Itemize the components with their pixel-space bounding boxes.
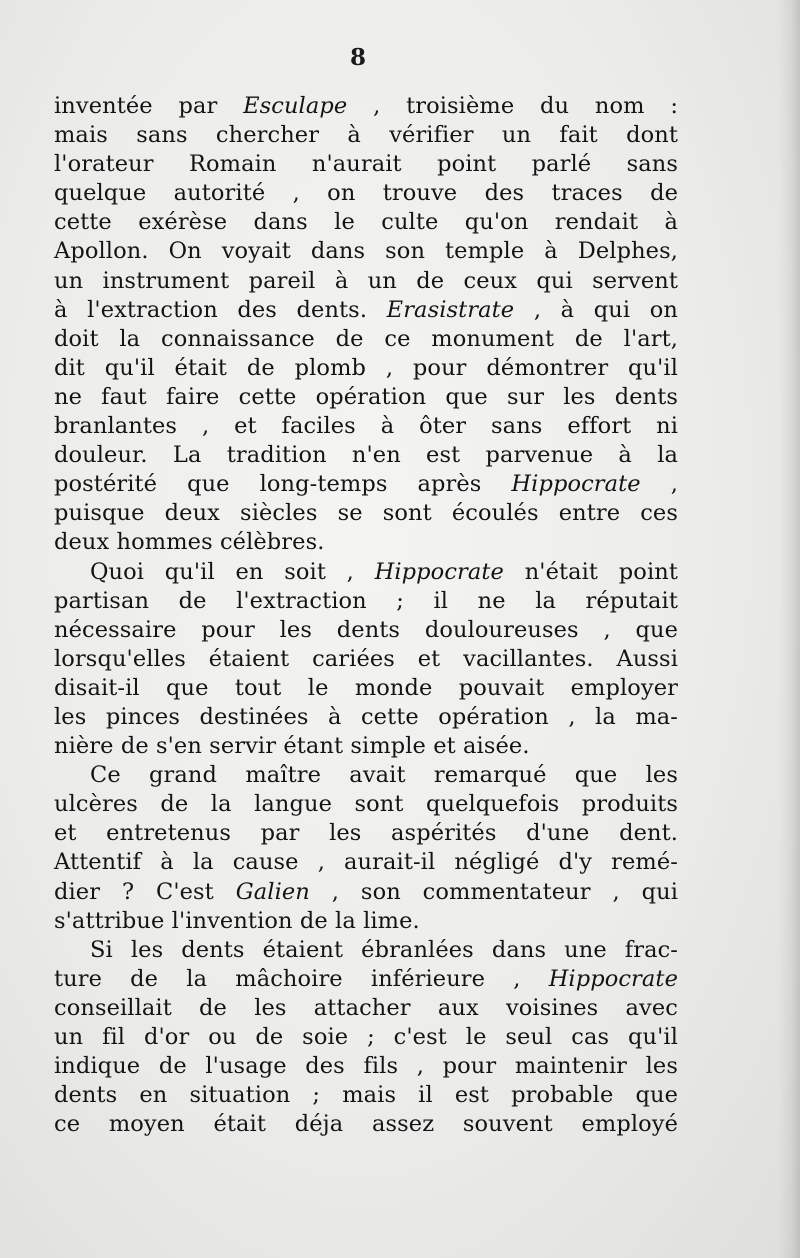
- text-line: [54, 179, 678, 208]
- text-segment: s'attribue l'invention de la lime.: [54, 907, 420, 934]
- italic-name: Esculape: [243, 93, 348, 119]
- text-segment: inventée par: [54, 93, 244, 119]
- text-line: [54, 616, 678, 645]
- page-number: 8: [349, 44, 366, 71]
- text-line: [54, 936, 678, 965]
- text-line: [54, 354, 678, 383]
- text-segment: deux hommes célèbres.: [54, 529, 325, 556]
- text-line: [54, 528, 678, 557]
- text-segment: doit la connaissance de ce monument de l'art,: [54, 325, 678, 352]
- text-line: [54, 441, 678, 470]
- text-line: [54, 150, 678, 179]
- text-segment: un instrument pareil à un de ceux qui servent: [54, 267, 678, 294]
- text-line: [54, 296, 678, 325]
- italic-name: Hippocrate: [511, 471, 641, 498]
- text-segment: Apollon. On voyait dans son temple à Delphes,: [54, 238, 678, 265]
- italic-name: Galien: [235, 878, 310, 905]
- text-line: [54, 92, 678, 121]
- text-line: [54, 267, 678, 296]
- text-segment: quelque autorité , on trouve des traces de: [54, 180, 678, 207]
- text-segment: nécessaire pour les dents douloureuses , que: [54, 616, 678, 643]
- text-segment: dit qu'il était de plomb , pour démontrer qu'il: [54, 354, 678, 381]
- text-segment: un fil d'or ou de soie ; c'est le seul cas qu'il: [54, 1024, 678, 1050]
- italic-name: Hippocrate: [374, 558, 504, 585]
- italic-name: Hippocrate: [548, 965, 678, 992]
- text-segment: les pinces destinées à cette opération , la ma-: [54, 703, 678, 730]
- text-line: [54, 878, 678, 907]
- text-segment: branlantes , et faciles à ôter sans effort ni: [54, 413, 678, 440]
- text-line: [54, 1081, 678, 1110]
- text-line: [54, 558, 678, 587]
- text-segment: et entretenus par les aspérités d'une dent.: [54, 820, 678, 847]
- text-segment: puisque deux siècles se sont écoulés entre ces: [54, 500, 678, 527]
- text-line: [54, 761, 678, 790]
- text-line: [54, 237, 678, 266]
- text-line: [54, 587, 678, 616]
- text-segment: disait-il que tout le monde pouvait employer: [54, 674, 678, 701]
- text-segment: Attentif à la cause , aurait-il négligé d'y remé-: [54, 849, 678, 876]
- text-segment: , à qui on: [514, 296, 678, 323]
- text-segment: partisan de l'extraction ; il ne la réputait: [54, 587, 678, 614]
- text-segment: dier ? C'est: [54, 878, 236, 905]
- text-line: [54, 994, 678, 1023]
- text-segment: cette exérèse dans le culte qu'on rendait à: [54, 209, 678, 236]
- text-segment: lorsqu'elles étaient cariées et vacillantes. Aussi: [54, 645, 678, 672]
- text-segment: postérité que long-temps après: [54, 471, 512, 498]
- text-line: [54, 848, 678, 877]
- text-line: [54, 325, 678, 354]
- text-segment: , troisième du nom :: [347, 93, 678, 119]
- text-line: [54, 208, 678, 237]
- text-line: [54, 732, 678, 761]
- text-segment: ne faut faire cette opération que sur les dents: [54, 383, 678, 410]
- text-line: [54, 499, 678, 528]
- text-segment: nière de s'en servir étant simple et aisée.: [54, 733, 530, 760]
- text-segment: douleur. La tradition n'en est parvenue à la: [54, 442, 678, 469]
- text-segment: dents en situation ; mais il est probable que: [54, 1082, 678, 1109]
- text-line: [54, 1110, 678, 1139]
- text-segment: ture de la mâchoire inférieure ,: [54, 965, 549, 992]
- text-line: [54, 674, 678, 703]
- text-line: [54, 790, 678, 819]
- text-segment: mais sans chercher à vérifier un fait dont: [54, 122, 678, 149]
- text-line: [54, 1023, 678, 1052]
- text-line: [54, 645, 678, 674]
- text-segment: l'orateur Romain n'aurait point parlé sans: [54, 151, 678, 178]
- text-line: [54, 819, 678, 848]
- text-segment: à l'extraction des dents.: [54, 296, 387, 323]
- text-line: [54, 470, 678, 499]
- text-line: [54, 1052, 678, 1081]
- text-segment: Ce grand maître avait remarqué que les: [90, 762, 678, 789]
- text-segment: ,: [640, 471, 678, 498]
- text-segment: indique de l'usage des fils , pour maintenir les: [54, 1053, 678, 1080]
- text-segment: conseillait de les attacher aux voisines avec: [54, 994, 678, 1021]
- text-line: [54, 703, 678, 732]
- italic-name: Erasistrate: [386, 296, 515, 323]
- text-line: [54, 412, 678, 441]
- body-text: [54, 92, 678, 1139]
- text-segment: ulcères de la langue sont quelquefois produits: [54, 791, 678, 818]
- text-segment: Quoi qu'il en soit ,: [90, 558, 375, 585]
- text-line: [54, 121, 678, 150]
- text-segment: ce moyen était déja assez souvent employé: [54, 1111, 678, 1138]
- text-line: [54, 383, 678, 412]
- text-segment: n'était point: [503, 558, 678, 585]
- page-edge-shadow: [778, 0, 800, 1258]
- text-line: [54, 907, 678, 936]
- text-line: [54, 965, 678, 994]
- text-segment: , son commentateur , qui: [309, 878, 678, 905]
- text-segment: Si les dents étaient ébranlées dans une frac-: [90, 936, 678, 963]
